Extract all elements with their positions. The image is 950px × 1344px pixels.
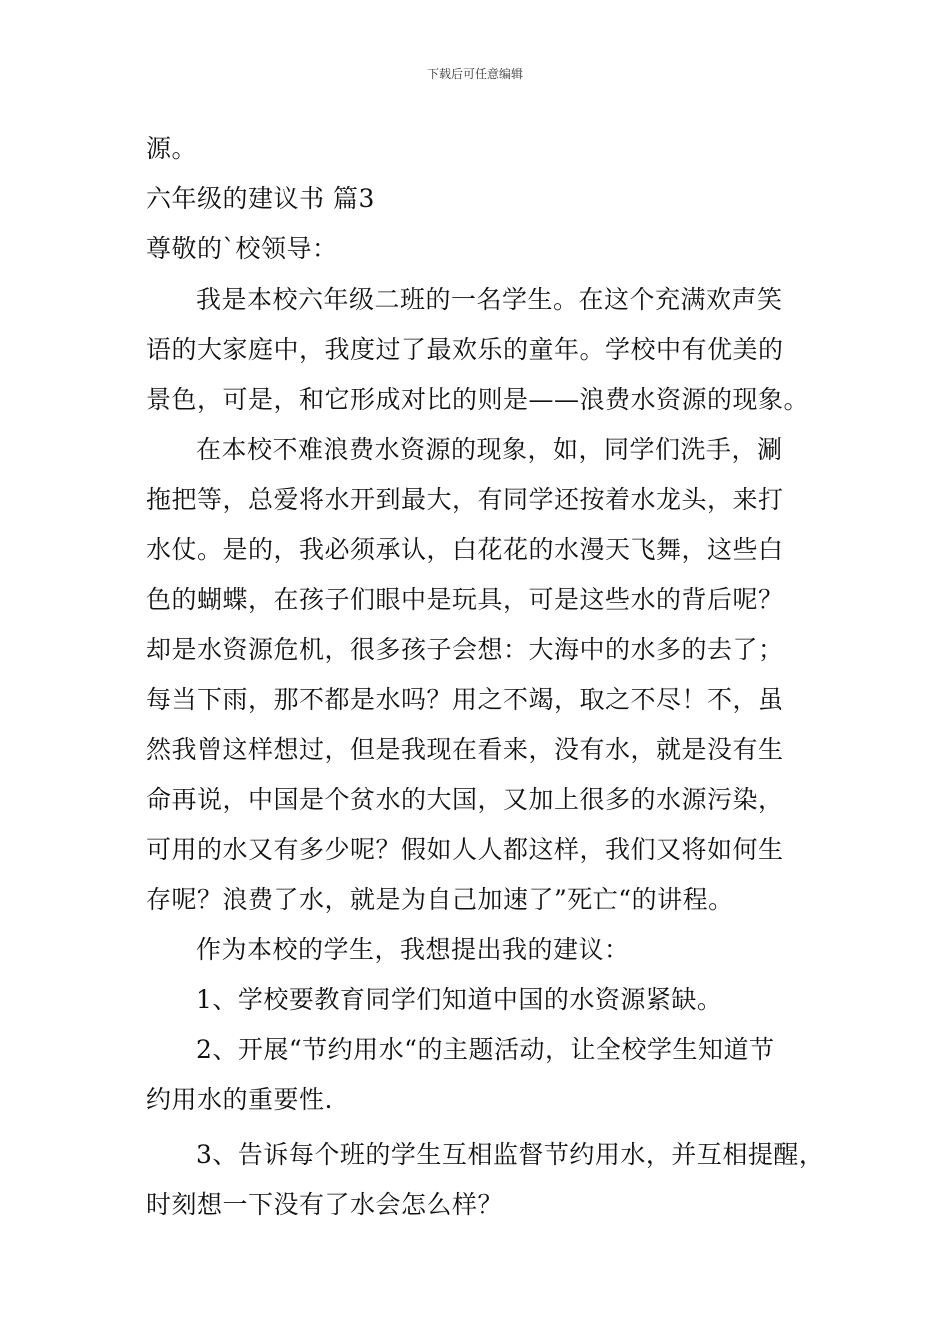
list-item-continued: 约用水的重要性. (146, 1085, 333, 1114)
paragraph-line: 色的蝴蝶，在孩子们眼中是玩具，可是这些水的背后呢？ (146, 585, 784, 614)
paragraph-line: 作为本校的学生，我想提出我的建议： (196, 935, 630, 964)
paragraph-line: 存呢？浪费了水，就是为自己加速了”死亡“的讲程。 (146, 885, 734, 914)
salutation: 尊敬的`校领导： (146, 234, 338, 263)
paragraph-line: 可用的水又有多少呢？假如人人都这样，我们又将如何生 (146, 835, 784, 864)
paragraph-line: 命再说，中国是个贫水的大国，又加上很多的水源污染， (146, 785, 784, 814)
paragraph-line: 却是水资源危机，很多孩子会想：大海中的水多的去了； (146, 635, 784, 664)
list-item: 1、学校要教育同学们知道中国的水资源紧缺。 (196, 985, 723, 1014)
paragraph-line: 语的大家庭中，我度过了最欢乐的童年。学校中有优美的 (146, 335, 784, 364)
paragraph-line: 然我曾这样想过，但是我现在看来，没有水，就是没有生 (146, 735, 784, 764)
text-line: 源。 (146, 134, 198, 163)
list-item: 3、告诉每个班的学生互相监督节约用水，并互相提醒， (196, 1140, 825, 1169)
paragraph-line: 我是本校六年级二班的一名学生。在这个充满欢声笑 (196, 285, 783, 314)
list-item-continued: 时刻想一下没有了水会怎么样？ (146, 1190, 504, 1219)
paragraph-line: 水仗。是的，我必须承认，白花花的水漫天飞舞，这些白 (146, 535, 784, 564)
paragraph-line: 在本校不难浪费水资源的现象，如，同学们洗手，涮 (196, 435, 783, 464)
section-title: 六年级的建议书 篇3 (146, 184, 375, 213)
list-item: 2、开展“节约用水“的主题活动，让全校学生知道节 (196, 1035, 775, 1064)
paragraph-line: 景色，可是，和它形成对比的则是——浪费水资源的现象。 (146, 385, 810, 414)
page-header-note: 下载后可任意编辑 (426, 67, 523, 81)
paragraph-line: 拖把等，总爱将水开到最大，有同学还按着水龙头，来打 (146, 485, 784, 514)
paragraph-line: 每当下雨，那不都是水吗？用之不竭，取之不尽！不，虽 (146, 685, 784, 714)
